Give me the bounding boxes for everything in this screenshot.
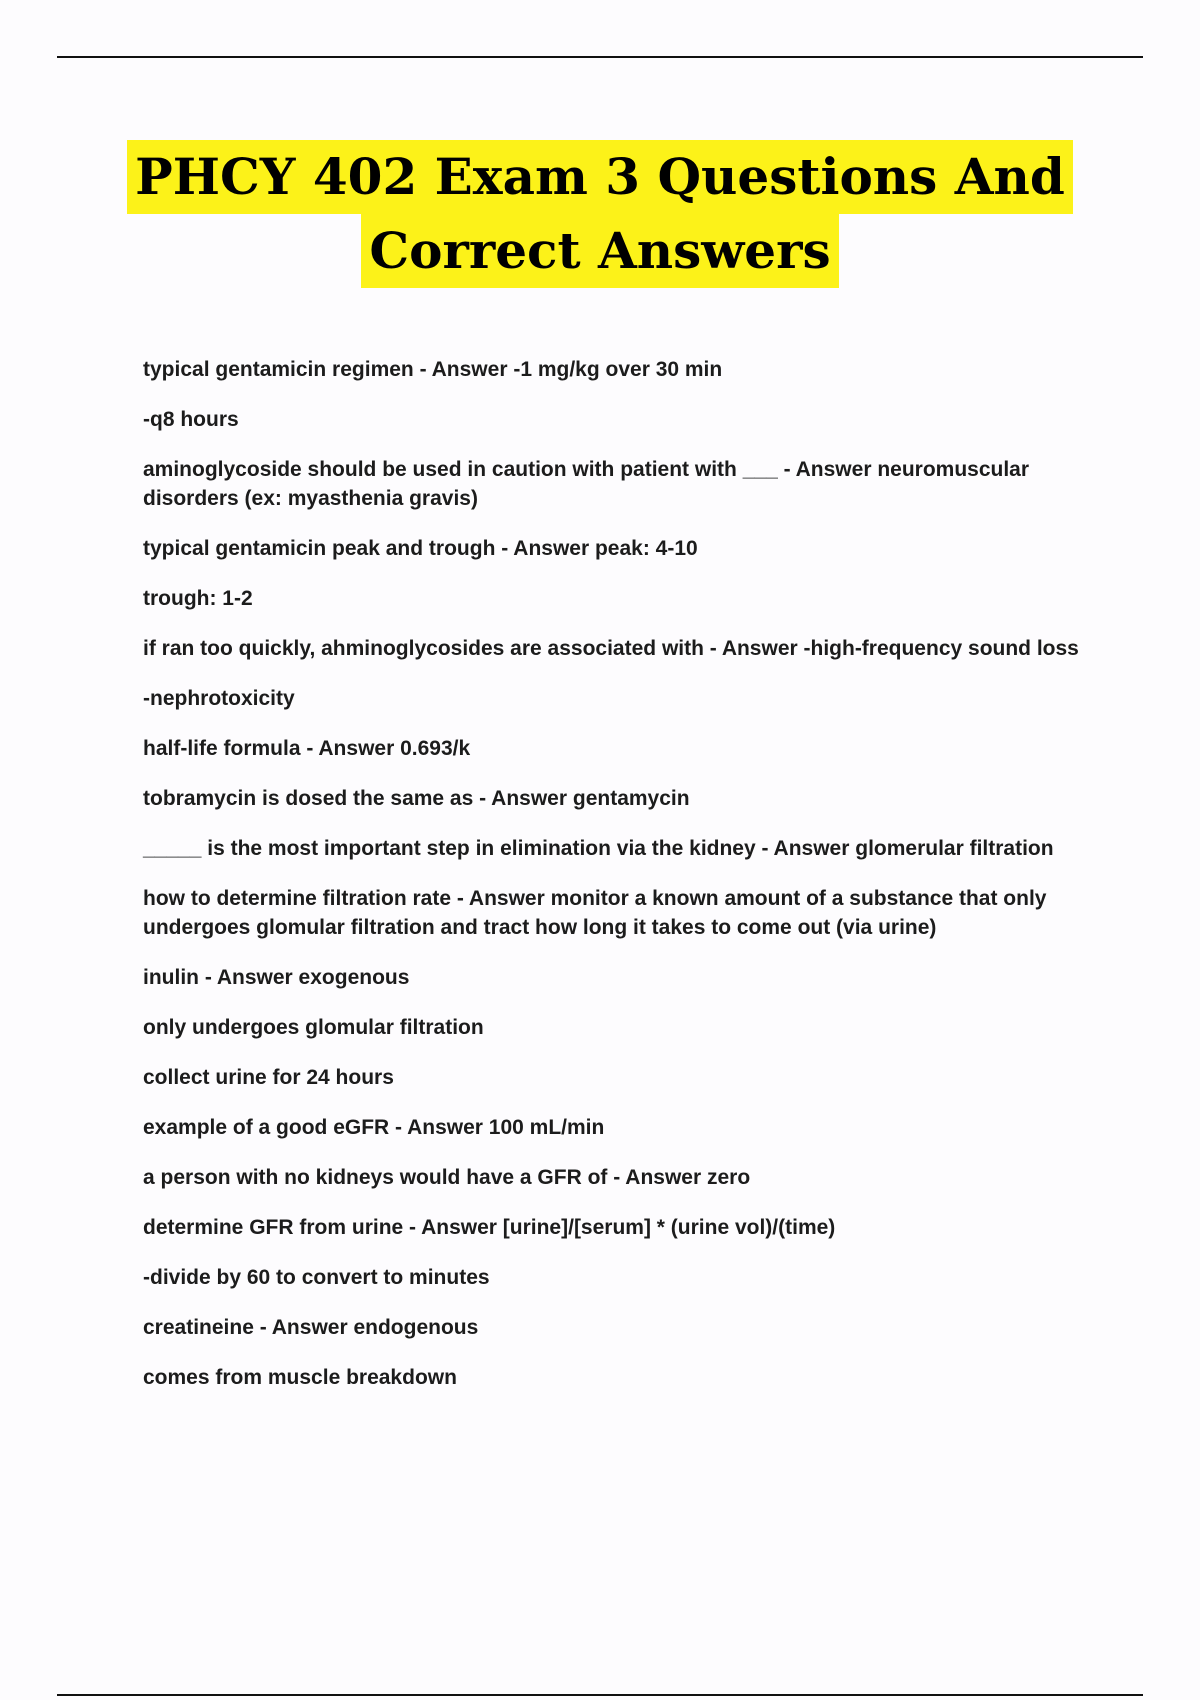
paragraph: creatineine - Answer endogenous <box>143 1316 479 1339</box>
paragraph: aminoglycoside should be used in caution with patient with ___ - Answer neuromuscular disorders (ex: myasthenia gravis) <box>143 458 1030 510</box>
paragraph: collect urine for 24 hours <box>143 1066 394 1089</box>
title-line-2: Correct Answers <box>361 214 838 288</box>
paragraph: if ran too quickly, ahminoglycosides are associated with - Answer -high-frequency sound loss <box>143 637 1079 660</box>
header-rule <box>57 56 1143 58</box>
paragraph: only undergoes glomular filtration <box>143 1016 484 1039</box>
paragraph: inulin - Answer exogenous <box>143 966 410 989</box>
paragraph: tobramycin is dosed the same as - Answer gentamycin <box>143 787 690 810</box>
footer-rule <box>57 1694 1143 1696</box>
paragraph: determine GFR from urine - Answer [urine]/[serum] * (urine vol)/(time) <box>143 1216 836 1239</box>
paragraph: half-life formula - Answer 0.693/k <box>143 737 471 760</box>
paragraph: how to determine filtration rate - Answer monitor a known amount of a substance that only undergoes glomular filtration and tract how long it takes to come out (via urine) <box>143 887 1047 939</box>
title-line-1: PHCY 402 Exam 3 Questions And <box>127 140 1073 214</box>
paragraph: comes from muscle breakdown <box>143 1366 457 1389</box>
paragraph: typical gentamicin peak and trough - Answer peak: 4-10 <box>143 537 698 560</box>
paragraph: a person with no kidneys would have a GFR of - Answer zero <box>143 1166 751 1189</box>
paragraph: -nephrotoxicity <box>143 687 295 710</box>
document-title <box>0 140 1200 288</box>
paragraph: _____ is the most important step in elimination via the kidney - Answer glomerular filtration <box>143 837 1054 860</box>
paragraph: -divide by 60 to convert to minutes <box>143 1266 490 1289</box>
paragraph: example of a good eGFR - Answer 100 mL/min <box>143 1116 605 1139</box>
paragraph: -q8 hours <box>143 408 239 431</box>
paragraph: typical gentamicin regimen - Answer -1 mg/kg over 30 min <box>143 358 723 381</box>
document-body <box>143 355 1103 1413</box>
paragraph: trough: 1-2 <box>143 587 253 610</box>
